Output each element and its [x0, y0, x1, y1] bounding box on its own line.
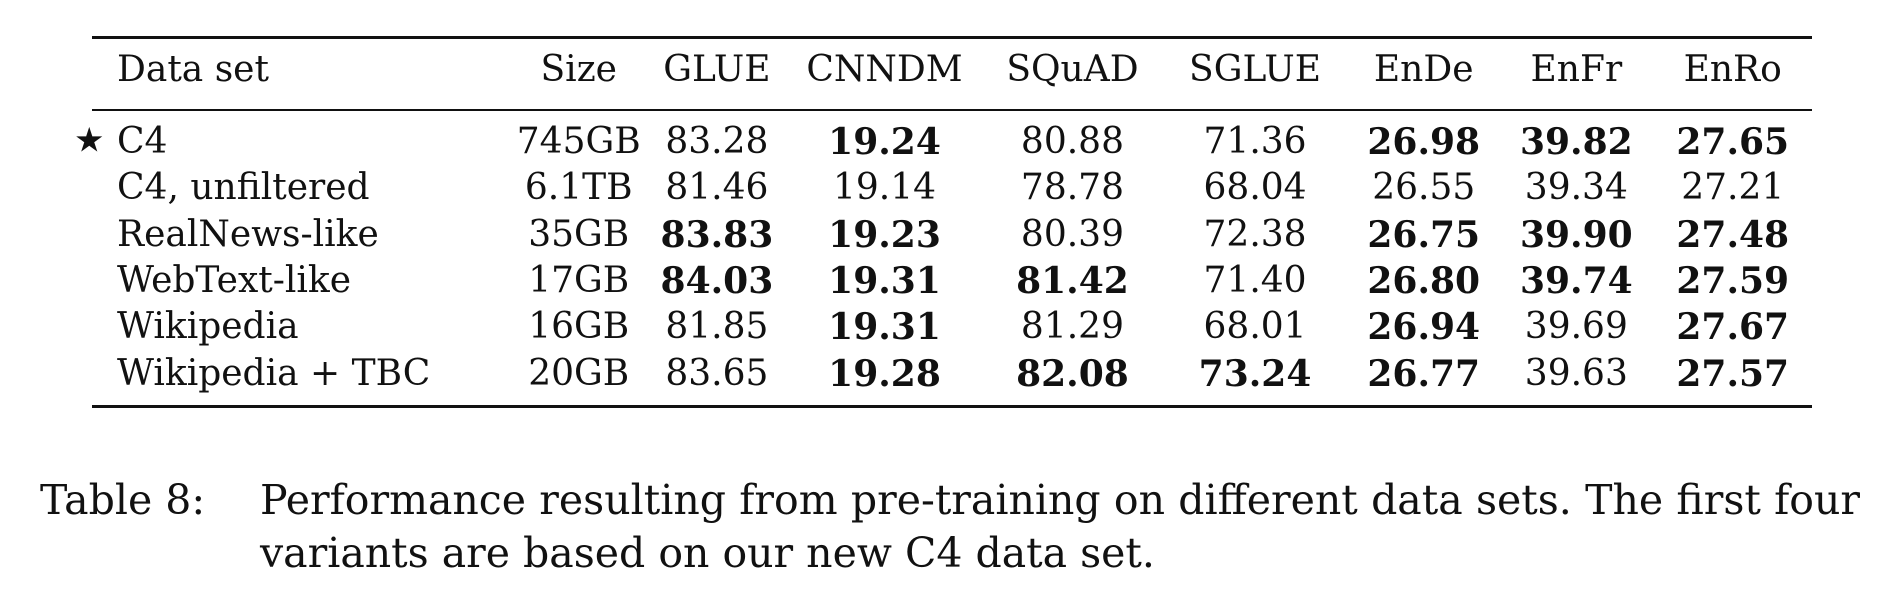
bottom-rule	[92, 405, 1812, 408]
dataset-name: Wikipedia	[117, 306, 299, 348]
cnndm-cell: 19.24	[828, 121, 941, 164]
cnndm-cell: 19.31	[828, 260, 941, 303]
results-table-body	[74, 119, 1812, 397]
cnndm-cell: 19.28	[828, 352, 941, 395]
sglue-cell: 71.40	[1203, 260, 1307, 302]
table-header-row	[92, 39, 1812, 101]
squad-cell: 80.88	[1020, 121, 1124, 163]
dataset-name: RealNews-like	[117, 213, 379, 255]
size-cell: 20GB	[528, 352, 630, 394]
squad-cell: 81.42	[1016, 260, 1129, 303]
header-cnndm: CNNDM	[806, 49, 963, 90]
sglue-cell: 72.38	[1203, 213, 1307, 255]
squad-cell: 78.78	[1020, 167, 1124, 209]
size-cell: 745GB	[516, 121, 641, 163]
header-ende: EnDe	[1373, 49, 1474, 90]
caption-text: Performance resulting from pre-training on different data sets. The first four variants are based on our new C4 data set.	[260, 476, 1860, 578]
header-enfr: EnFr	[1530, 49, 1623, 90]
header-squad: SQuAD	[1006, 49, 1139, 90]
dataset-name: WebText-like	[117, 260, 352, 302]
table-row	[92, 119, 1812, 165]
ende-cell: 26.75	[1367, 213, 1481, 256]
glue-cell: 83.65	[665, 352, 769, 394]
results-table-container	[74, 36, 1812, 408]
dataset-name: C4, unfiltered	[117, 167, 370, 209]
ende-cell: 26.80	[1367, 260, 1481, 303]
glue-cell: 81.85	[665, 306, 769, 348]
dataset-cell	[74, 119, 510, 165]
header-dataset: Data set	[117, 49, 269, 90]
ende-cell: 26.98	[1367, 121, 1481, 164]
enfr-cell: 39.74	[1519, 260, 1633, 303]
size-cell: 17GB	[528, 260, 630, 302]
caption-label: Table 8:	[40, 476, 206, 524]
enfr-cell: 39.82	[1519, 121, 1633, 164]
glue-cell: 83.83	[660, 213, 774, 256]
cnndm-cell: 19.14	[832, 167, 937, 209]
table-row	[92, 212, 1812, 258]
dataset-name: Wikipedia + TBC	[117, 352, 431, 394]
enfr-cell: 39.90	[1519, 213, 1633, 256]
sglue-cell: 71.36	[1203, 121, 1307, 163]
cnndm-cell: 19.31	[828, 306, 941, 349]
squad-cell: 82.08	[1016, 352, 1129, 395]
results-table	[92, 39, 1812, 101]
enfr-cell: 39.69	[1524, 306, 1628, 348]
glue-cell: 84.03	[660, 260, 774, 303]
table-row	[92, 350, 1812, 396]
header-enro: EnRo	[1683, 49, 1782, 90]
ende-cell: 26.77	[1367, 352, 1481, 395]
star-icon: ★	[74, 120, 105, 161]
enro-cell: 27.65	[1676, 121, 1790, 164]
table-row	[92, 304, 1812, 350]
enfr-cell: 39.63	[1524, 352, 1628, 394]
sglue-cell: 68.01	[1203, 306, 1307, 348]
enro-cell: 27.67	[1676, 306, 1790, 349]
squad-cell: 80.39	[1020, 213, 1124, 255]
header-sglue: SGLUE	[1189, 49, 1322, 90]
table-row	[92, 258, 1812, 304]
glue-cell: 83.28	[665, 121, 769, 163]
dataset-name: C4	[117, 121, 168, 163]
ende-cell: 26.94	[1367, 306, 1481, 349]
size-cell: 6.1TB	[524, 167, 633, 209]
sglue-cell: 68.04	[1203, 167, 1307, 209]
ende-cell: 26.55	[1372, 167, 1476, 209]
enfr-cell: 39.34	[1524, 167, 1628, 209]
enro-cell: 27.57	[1676, 352, 1790, 395]
header-glue: GLUE	[663, 49, 771, 90]
table-caption	[40, 474, 1860, 581]
header-size: Size	[540, 49, 617, 90]
sglue-cell: 73.24	[1198, 352, 1312, 395]
enro-cell: 27.21	[1681, 167, 1785, 209]
enro-cell: 27.48	[1676, 213, 1790, 256]
cnndm-cell: 19.23	[828, 213, 941, 256]
size-cell: 16GB	[528, 306, 630, 348]
squad-cell: 81.29	[1020, 306, 1124, 348]
size-cell: 35GB	[528, 213, 630, 255]
glue-cell: 81.46	[665, 167, 769, 209]
table-row	[92, 165, 1812, 211]
enro-cell: 27.59	[1676, 260, 1790, 303]
middle-rule	[92, 109, 1812, 111]
